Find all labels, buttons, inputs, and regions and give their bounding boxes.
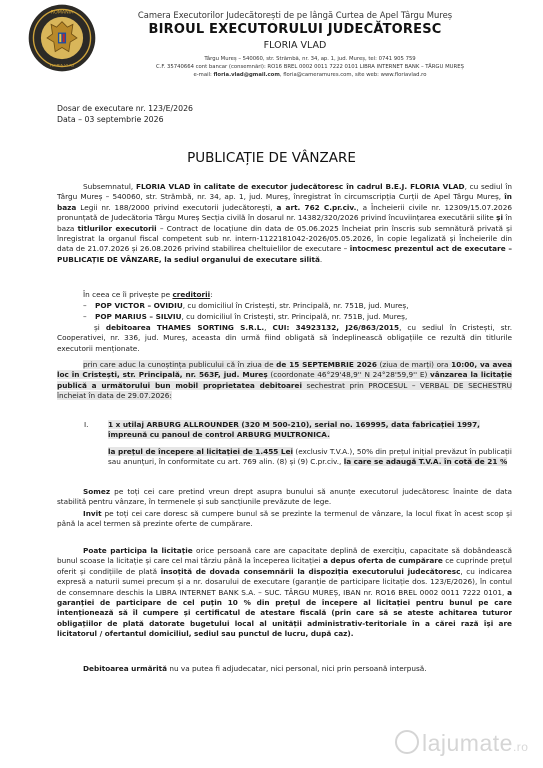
- svg-text:FLORIA VLAD: FLORIA VLAD: [49, 63, 75, 68]
- email-link[interactable]: floria.vlad@gmail.com: [213, 72, 280, 78]
- debtor-paragraph: și debitoarea THAMES SORTING S.R.L., CUI: 34923132, J26/863/2015, cu sediul în Cristești, str. Cooperativei, nr. 336, jud. Mureș, aceasta din urmă fiind obligată să îndeplinească obligațiile ce rezultă din titlurile executorii menționate.: [57, 323, 513, 353]
- bullet-dash: –: [83, 312, 87, 321]
- executor-name: FLORIA VLAD: [263, 40, 327, 51]
- sale-announcement: prin care aduc la cunoștința publicului că în ziua de de 15 SEPTEMBRIE 2026 (ziua de marți) ora 10:00, va avea loc în Cristești, str. Principală, nr. 563F, jud. Mureș (coordonate 46°29'48,9'' N 24°28'59,9'' E) vânzarea la licitație publică a următorului bun mobil proprietatea debitoarei sechestrat prin PROCESUL – VERBAL DE SECHESTRU încheiat în data de 29.07.2026:: [57, 360, 513, 401]
- chamber-line: Camera Executorilor Judecătorești de pe lângă Curtea de Apel Târgu Mureș: [137, 10, 453, 20]
- office-name: BIROUL EXECUTORULUI JUDECĂTORESC: [148, 22, 442, 37]
- item-number: I.: [84, 420, 89, 429]
- watermark-icon: [395, 730, 419, 754]
- page-title: PUBLICAȚIE DE VÂNZARE: [187, 150, 356, 166]
- somez-paragraph: Somez pe toți cei care pretind vreun drept asupra bunului să anunțe executorul judecătoresc înainte de data stabilită pentru vânzare, în termenele și sub sancțiunile prevăzute de lege.: [57, 487, 512, 507]
- item-description: 1 x utilaj ARBURG ALLROUNDER (320 M 500-210), serial no. 169995, data fabricației 1997, împreună cu panoul de control ARBURG MULTRONICA.: [108, 420, 480, 440]
- bullet-dash: –: [83, 301, 87, 310]
- creditors-intro: În ceea ce îi privește pe creditorii:: [83, 290, 213, 299]
- debtor-restriction: Debitoarea urmărită nu va putea fi adjudecatar, nici personal, nici prin persoană interpusă.: [83, 664, 427, 673]
- creditor-2: POP MARIUS – SILVIU, cu domiciliul în Cristești, str. Principală, nr. 751B, jud. Mureș,: [95, 312, 408, 321]
- participation-paragraph: Poate participa la licitație orice persoană care are capacitate deplină de exercițiu, capacitate să dobândească bunul scoase la licitație și care cel mai târziu până la începerea licitației a depus oferta de cumpărare ce cuprinde prețul oferit și condițiile de plată însoțită de dovada consemnării la dispoziția executorului judecătoresc, cu indicarea expresă a naturii sumei precum și a nr. dosarului de executare (garanție de participare licitație dos. 123/E/2026), în contul de consemnare deschis la LIBRA INTERNET BANK S.A. – SUC. TÂRGU MUREȘ, IBAN nr. RO16 BREL 0002 0011 7222 0101, a garanției de participare de cel puțin 10 % din prețul de începere al licitației pentru bunul pe care intenționează să îl cumpere și certificatul de atestare fiscală (prin care să se ateste achitarea tuturor obligațiilor de plată datorate bugetului local al unității administrativ-teritoriale în a cărei rază își are licitatorul / ofertantul domiciliul, sediul sau punctul de lucru, după caz).: [57, 546, 512, 639]
- email-prefix: e-mail:: [193, 72, 214, 78]
- contact-address: Târgu Mureș – 540060, str. Strămbă, nr. 34, ap. 1, jud. Mureș, tel: 0741 905 759: [204, 56, 416, 62]
- creditor-1: POP VICTOR – OVIDIU, cu domiciliul în Cristești, str. Principală, nr. 751B, jud. Mureș,: [95, 301, 409, 310]
- file-number: Dosar de executare nr. 123/E/2026: [57, 104, 194, 113]
- contact-email: [100, 72, 520, 78]
- intro-paragraph: Subsemnatul, FLORIA VLAD în calitate de executor judecătoresc în cadrul B.E.J. FLORIA VLAD, cu sediul în Târgu Mureș – 540060, str. Strămbă, nr. 34, ap. 1, jud. Mureș, înregistrat în circumscripția Curții de Apel Târgu Mureș, în baza Legii nr. 188/2000 privind executorii judecătorești, a art. 762 C.pr.civ., a Încheierii civile nr. 12309/15.07.2026 pronunțată de Judecătoria Târgu Mureș Secția civilă în dosarul nr. 14382/320/2026 privind încuviințarea executării silite și în baza titlurilor executorii – Contract de locațiune din data de 05.06.2025 încheiat prin înscris sub semnătură privată și înregistrat la organul fiscal competent sub nr. intern-1122181042-2026/05.05.2026, în copie legalizată și Încheierile din data de 21.07.2026 și 26.08.2026 privind stabilirea cheltuielilor de executare – întocmesc prezentul act de executare – PUBLICAȚIE DE VÂNZARE, la sediul organului de executare silită.: [57, 182, 512, 264]
- item-price: la prețul de începere al licitației de 1.455 Lei (exclusiv T.V.A.), 50% din prețul inițial prevăzut în publicații sau anunțuri, în conformitate cu art. 769 alin. (8) și (9) C.pr.civ., la care se adaugă T.V.A. în cotă de 21 %: [108, 447, 512, 467]
- invit-paragraph: Invit pe toți cei care doresc să cumpere bunul să se prezinte la termenul de vânzare, la locul fixat în acest scop și până la acel termen să prezinte oferte de cumpărare.: [57, 509, 512, 529]
- watermark-logo: lajumate.ro: [395, 730, 528, 757]
- seal-logo: [28, 4, 96, 72]
- contact-bank: C.F. 35740664 cont bancar (consemnări): RO16 BREL 0002 0011 7222 0101 LIBRA INTERNET BANK – TÂRGU MUREȘ: [156, 64, 464, 70]
- svg-text:ROMÂNIA: ROMÂNIA: [50, 10, 74, 16]
- email-rest: , floria@cameramures.com, site web: www.floriavlad.ro: [279, 72, 427, 78]
- document-date: Data – 03 septembrie 2026: [57, 115, 164, 124]
